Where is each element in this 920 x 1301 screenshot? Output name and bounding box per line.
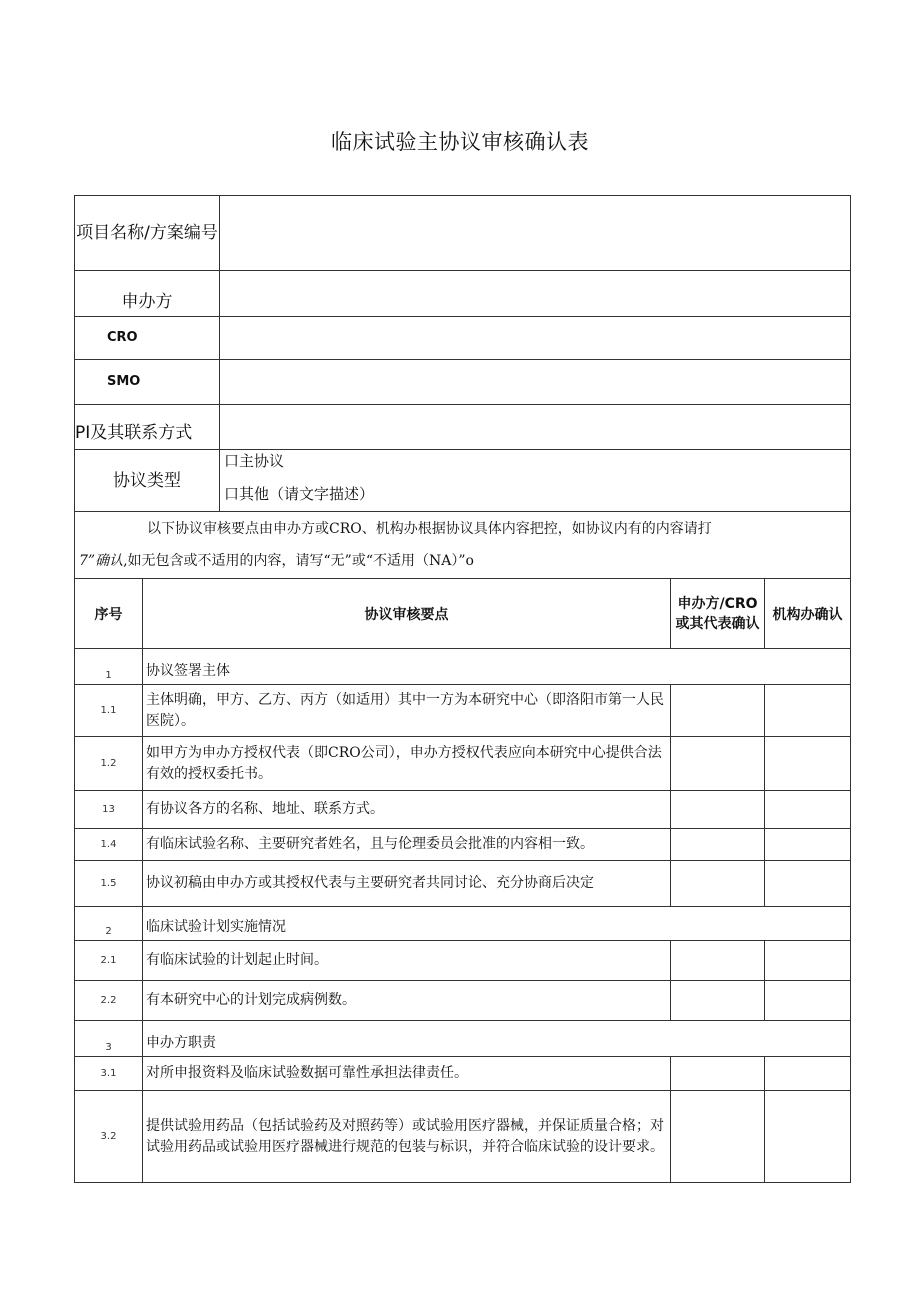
- info-row-sponsor: [75, 271, 851, 317]
- table-row: [75, 829, 851, 861]
- col-header-sponsor-confirm: 申办方/CRO或其代表确认: [671, 579, 765, 649]
- review-form: [74, 195, 850, 1183]
- info-row-cro: [75, 317, 851, 360]
- info-row-note: [75, 512, 851, 579]
- smo-value-cell[interactable]: [220, 360, 851, 405]
- sponsor-confirm-cell[interactable]: [671, 1057, 765, 1091]
- review-point-text: 有协议各方的名称、地址、联系方式。: [143, 791, 671, 829]
- cro-label: CRO: [75, 317, 220, 360]
- row-number: 2.2: [75, 981, 143, 1021]
- office-confirm-cell[interactable]: [765, 685, 851, 737]
- sponsor-label: 申办方: [75, 271, 220, 317]
- pi-value-cell[interactable]: [220, 405, 851, 450]
- note-line-2: [75, 540, 850, 578]
- office-confirm-cell[interactable]: [765, 829, 851, 861]
- col-header-point: 协议审核要点: [143, 579, 671, 649]
- type-options-cell: [220, 450, 851, 512]
- row-number: 1: [75, 649, 143, 685]
- row-number: 1.4: [75, 829, 143, 861]
- row-number: 3.2: [75, 1091, 143, 1183]
- table-row: [75, 791, 851, 829]
- row-number: 2: [75, 907, 143, 941]
- review-point-text: 如甲方为申办方授权代表（即CRO公司），申办方授权代表应向本研究中心提供合法有效的授权委托书。: [143, 737, 671, 791]
- table-row: [75, 861, 851, 907]
- note-line-1: 以下协议审核要点由申办方或CRO、机构办根据协议具体内容把控，如协议内有的内容请打: [147, 521, 712, 537]
- review-point-text: 对所申报资料及临床试验数据可靠性承担法律责任。: [143, 1057, 671, 1091]
- office-confirm-cell[interactable]: [765, 791, 851, 829]
- table-row: [75, 1091, 851, 1183]
- note-line-2-rest: ,如无包含或不适用的内容，请写“无”或“不适用（NA）”o: [123, 553, 474, 569]
- review-point-text: 主体明确，甲方、乙方、丙方（如适用）其中一方为本研究中心（即洛阳市第一人民医院）。: [143, 685, 671, 737]
- sponsor-confirm-cell[interactable]: [671, 1091, 765, 1183]
- table-row: [75, 1057, 851, 1091]
- table-row: [75, 685, 851, 737]
- sponsor-confirm-cell[interactable]: [671, 981, 765, 1021]
- table-row: [75, 737, 851, 791]
- row-number: 3.1: [75, 1057, 143, 1091]
- office-confirm-cell[interactable]: [765, 861, 851, 907]
- review-point-text: 提供试验用药品（包括试验药及对照药等）或试验用医疗器械，并保证质量合格；对试验用药品或试验用医疗器械进行规范的包装与标识，并符合临床试验的设计要求。: [143, 1091, 671, 1183]
- instruction-note: [75, 512, 851, 579]
- row-number: 1.2: [75, 737, 143, 791]
- table-row: [75, 981, 851, 1021]
- section-title: 临床试验计划实施情况: [143, 907, 851, 941]
- section-row: [75, 907, 851, 941]
- review-header-row: [75, 579, 851, 649]
- review-point-text: 协议初稿由申办方或其授权代表与主要研究者共同讨论、充分协商后决定: [143, 861, 671, 907]
- row-number: 2.1: [75, 941, 143, 981]
- cro-value-cell[interactable]: [220, 317, 851, 360]
- col-header-office-confirm: 机构办确认: [765, 579, 851, 649]
- section-row: [75, 649, 851, 685]
- review-point-text: 有本研究中心的计划完成病例数。: [143, 981, 671, 1021]
- section-title: 申办方职责: [143, 1021, 851, 1057]
- project-label: 项目名称/方案编号: [75, 196, 220, 271]
- office-confirm-cell[interactable]: [765, 1091, 851, 1183]
- row-number: 3: [75, 1021, 143, 1057]
- info-row-smo: [75, 360, 851, 405]
- section-row: [75, 1021, 851, 1057]
- info-row-type: [75, 450, 851, 512]
- office-confirm-cell[interactable]: [765, 981, 851, 1021]
- type-option-other[interactable]: 口其他（请文字描述）: [224, 485, 375, 503]
- sponsor-value-cell[interactable]: [220, 271, 851, 317]
- smo-label: SMO: [75, 360, 220, 405]
- info-row-pi: [75, 405, 851, 450]
- sponsor-confirm-cell[interactable]: [671, 791, 765, 829]
- section-title: 协议签署主体: [143, 649, 851, 685]
- project-value-cell[interactable]: [220, 196, 851, 271]
- row-number: 13: [75, 791, 143, 829]
- type-option-main[interactable]: 口主协议: [224, 452, 285, 470]
- info-row-project: [75, 196, 851, 271]
- page-title: 临床试验主协议审核确认表: [331, 130, 589, 154]
- review-point-text: 有临床试验的计划起止时间。: [143, 941, 671, 981]
- review-body: [75, 649, 851, 1183]
- pi-label: PI及其联系方式: [75, 405, 220, 450]
- col-header-no: 序号: [75, 579, 143, 649]
- sponsor-confirm-cell[interactable]: [671, 737, 765, 791]
- type-label: 协议类型: [75, 450, 220, 512]
- table-row: [75, 941, 851, 981]
- row-number: 1.5: [75, 861, 143, 907]
- office-confirm-cell[interactable]: [765, 737, 851, 791]
- office-confirm-cell[interactable]: [765, 1057, 851, 1091]
- sponsor-confirm-cell[interactable]: [671, 829, 765, 861]
- note-line-2-italic: 7”确认: [79, 553, 124, 569]
- sponsor-confirm-cell[interactable]: [671, 685, 765, 737]
- review-point-text: 有临床试验名称、主要研究者姓名，且与伦理委员会批准的内容相一致。: [143, 829, 671, 861]
- sponsor-confirm-cell[interactable]: [671, 861, 765, 907]
- info-table: [74, 195, 851, 579]
- row-number: 1.1: [75, 685, 143, 737]
- review-table: [74, 578, 851, 1183]
- office-confirm-cell[interactable]: [765, 941, 851, 981]
- sponsor-confirm-cell[interactable]: [671, 941, 765, 981]
